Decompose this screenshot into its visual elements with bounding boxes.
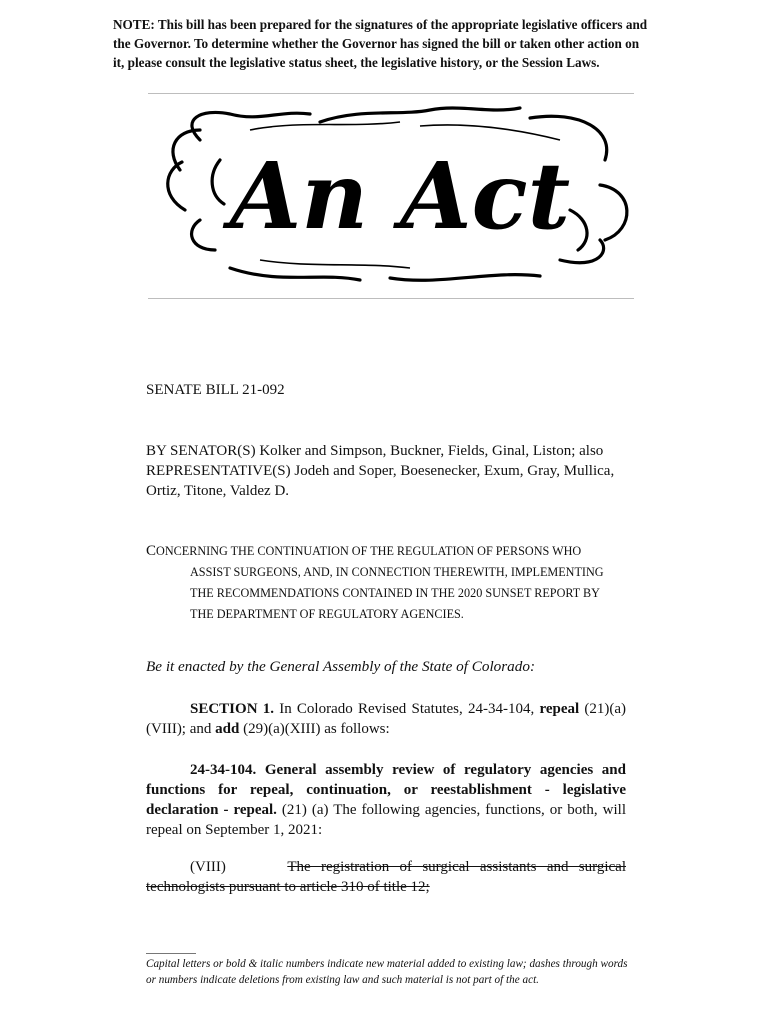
bill-title-line: THE RECOMMENDATIONS CONTAINED IN THE 2020 SUNSET REPORT BY (190, 586, 600, 600)
struck-text: The registration of surgical assistants and surgical technologists pursuant to article 310 of title 12; (146, 859, 626, 895)
deleted-provision (146, 857, 626, 897)
bill-number: SENATE BILL 21-092 (146, 382, 285, 398)
signature-notice: NOTE: This bill has been prepared for the signatures of the appropriate legislative officers and the Governor. To determine whether the Governor has signed the bill or taken other action on it, please consult the legislative status sheet, the legislative history, or the Session Laws. (113, 17, 648, 70)
section-text: In Colorado Revised Statutes, 24-34-104, (279, 701, 535, 717)
sponsors: BY SENATOR(S) Kolker and Simpson, Buckner, Fields, Ginal, Liston; also REPRESENTATIVE(S) Jodeh and Soper, Boesenecker, Exum, Gray, Mullica, Ortiz, Titone, Valdez D. (146, 443, 615, 499)
enacting-clause: Be it enacted by the General Assembly of the State of Colorado: (146, 658, 536, 675)
section-text: (29)(a)(XIII) as follows: (243, 721, 390, 737)
bill-title-line: ASSIST SURGEONS, AND, IN CONNECTION THEREWITH, IMPLEMENTING (190, 565, 604, 579)
statute-text (146, 760, 626, 840)
section-1 (146, 699, 626, 739)
add-keyword: add (215, 721, 240, 737)
bill-title-line: CONCERNING THE CONTINUATION OF THE REGULATION OF PERSONS WHO (146, 543, 582, 559)
statute-heading: 24-34-104. General assembly review of regulatory agencies and functions for repeal, continuation, or reestablishment - legislative declaration - repeal. (146, 762, 626, 818)
repeal-keyword: repeal (539, 701, 580, 717)
footnote: Capital letters or bold & italic numbers indicate new material added to existing law; dashes through words or numbers indicate deletions from existing law and such material is not part of the act. (146, 958, 628, 986)
an-act-emblem (160, 100, 640, 290)
section-text: (21)(a)(VIII); and (146, 701, 627, 737)
bill-title-line: THE DEPARTMENT OF REGULATORY AGENCIES. (190, 607, 464, 621)
emblem-divider (148, 298, 634, 299)
statute-body: (21) (a) The following agencies, functions, or both, will repeal on September 1, 2021: (146, 802, 626, 838)
bill-title (146, 541, 634, 625)
emblem-title: An Act (229, 142, 571, 250)
top-divider (148, 93, 634, 94)
section-heading: SECTION 1. (190, 701, 274, 717)
provision-label: (VIII) (190, 859, 226, 875)
footnote-divider (146, 953, 196, 954)
